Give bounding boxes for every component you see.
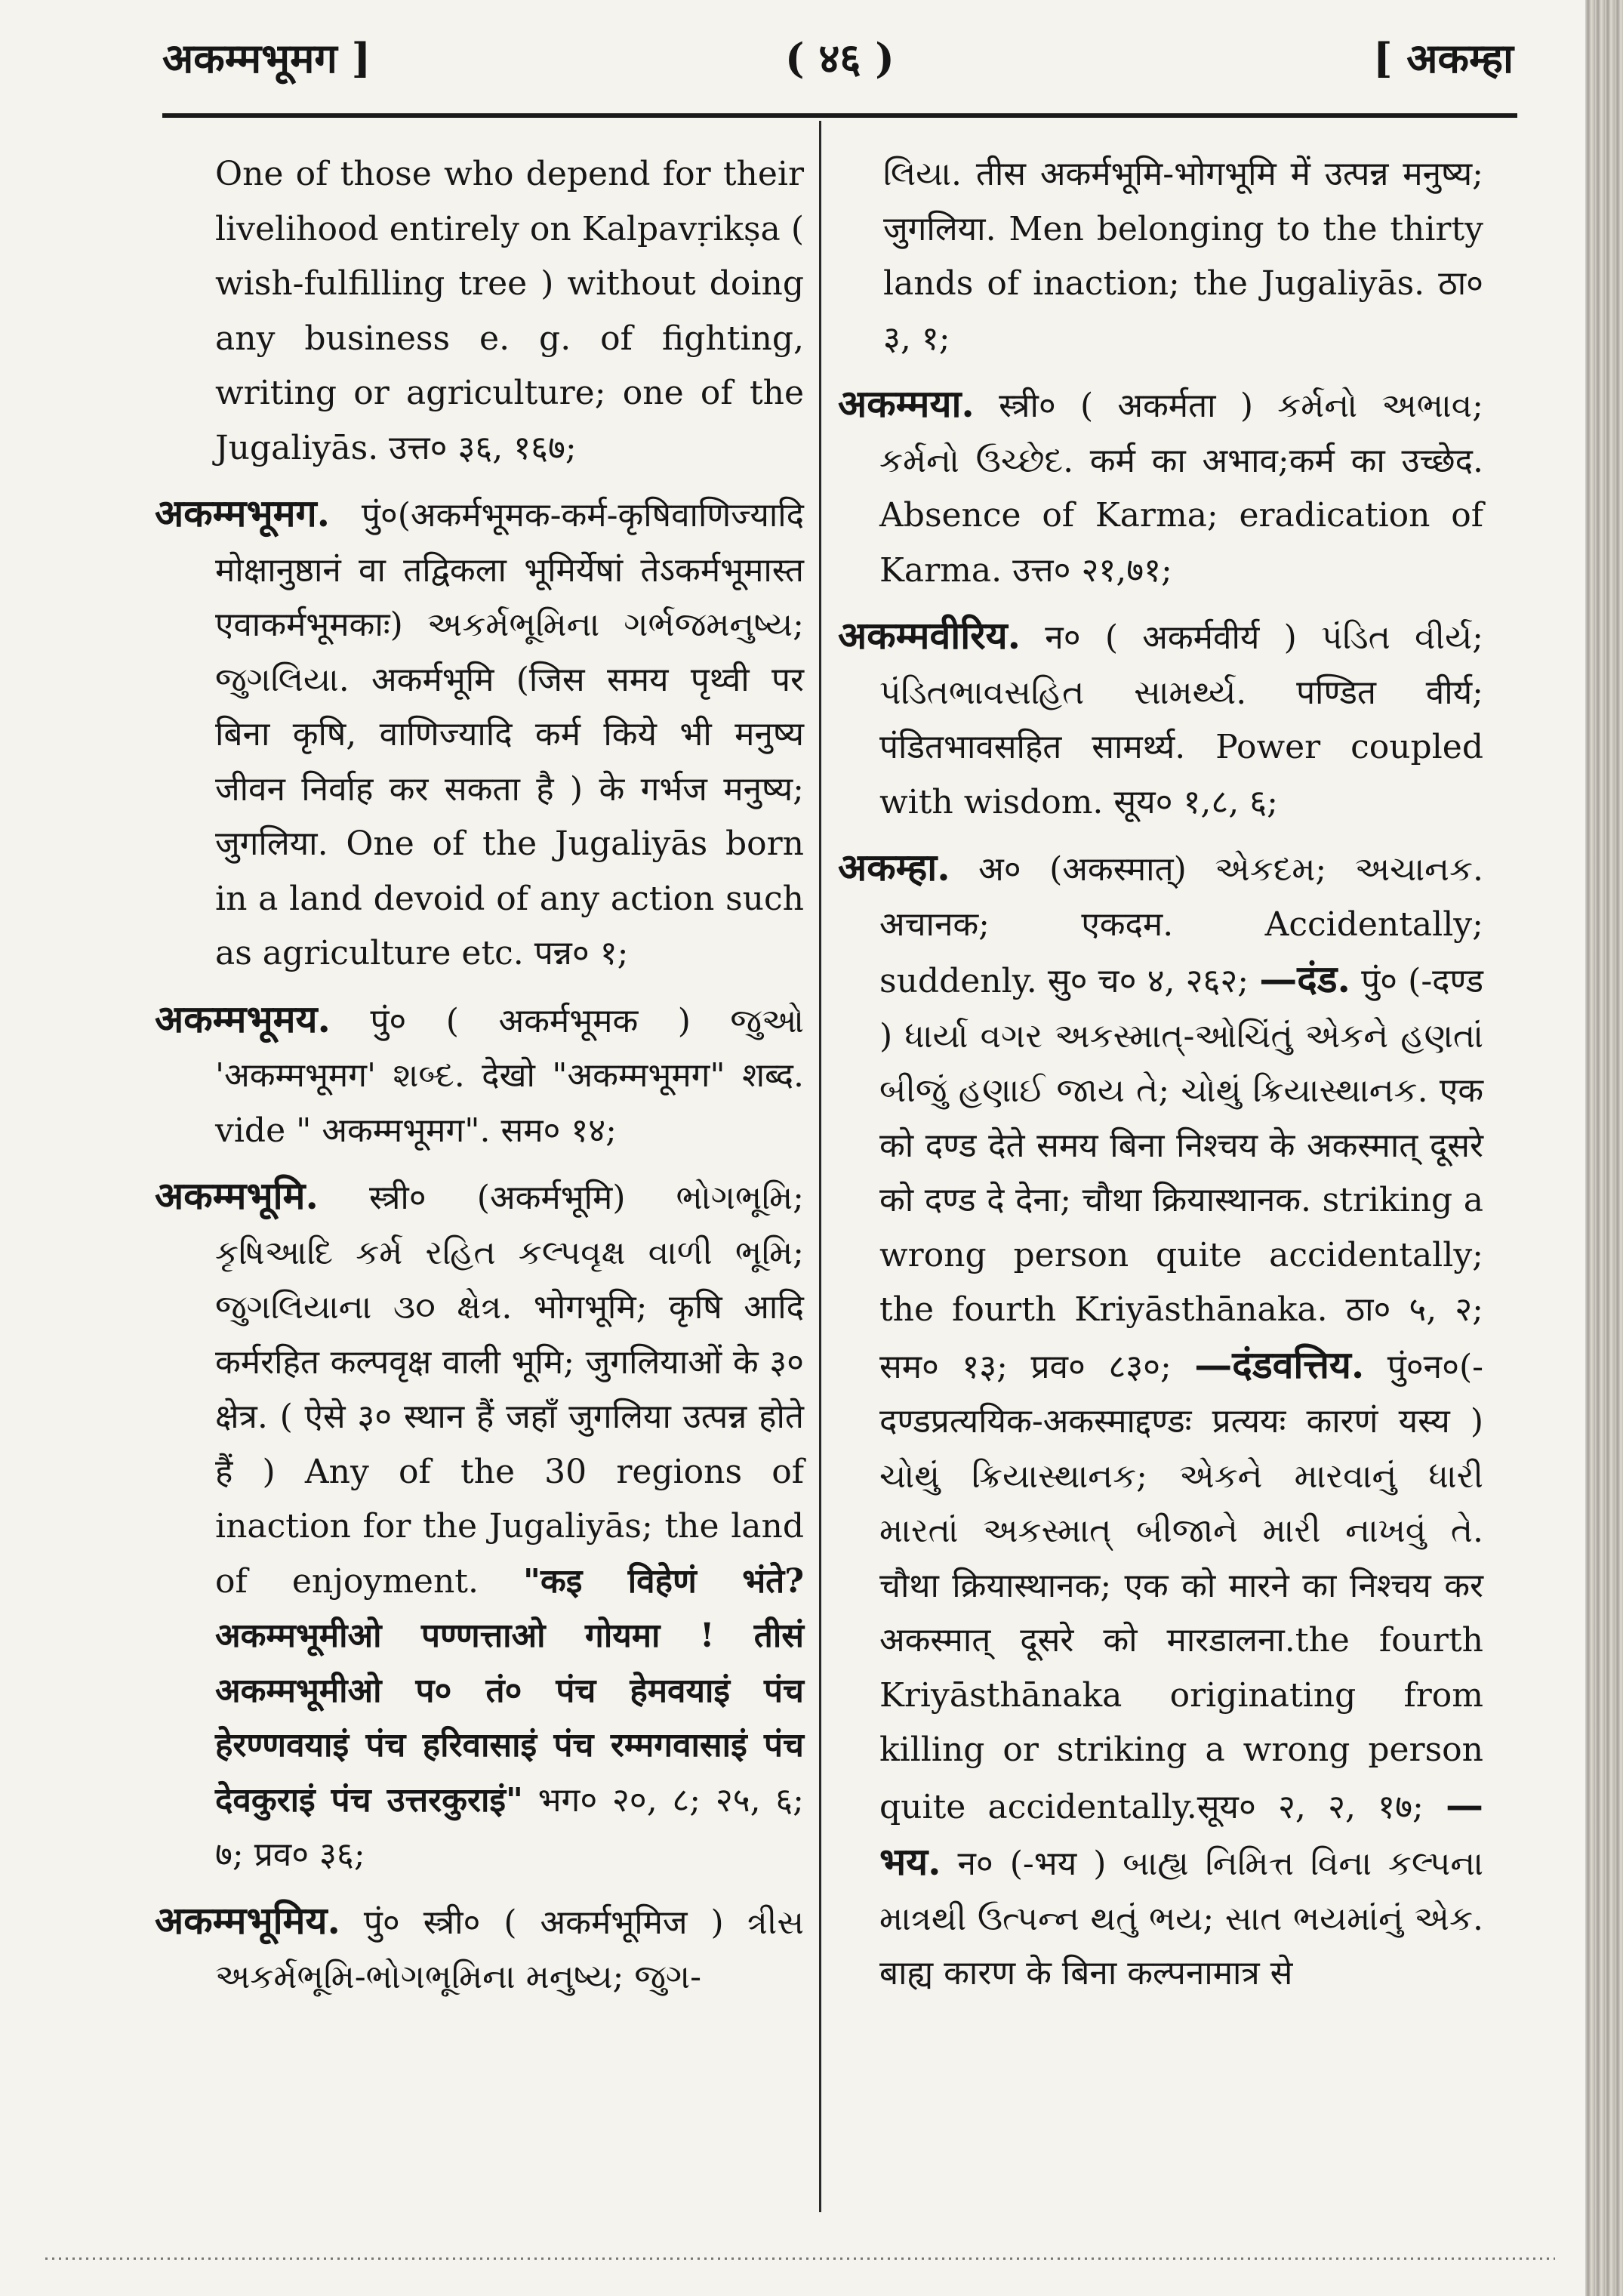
entry-headword: अकम्मवीरिय. xyxy=(838,613,1021,658)
entry-headword: अकम्मभूमय. xyxy=(155,996,331,1041)
entry-body: स्त्री० (अकर्मभूमि) ભોગભૂમિ; કૃષિઆદિ કર્મ રહિત કલ્પવૃક્ષ વાળી ભૂમિ; જુગલિયાના ૩૦ ક્ષેત્ર. भोगभूमि; कृषि आदि कर्मरहित कल्पवृक्ष वाली भूमि; जुगलियाओं के ३० क्षेत्र. ( ऐसे ३० स्थान हैं जहाँ जुगलिया उत्पन्न होते हैं ) Any of the 30 regions of inaction for the Jugaliyās; the land of enjoyment. xyxy=(215,1179,804,1601)
entry-akammabhumaya xyxy=(155,992,804,1159)
entry-headword: अकम्मभूमि. xyxy=(155,1173,319,1218)
entry-body: न० ( अकर्मवीर्य ) પંડિત વીર્ય; પંડિતભાવસહિત સામર્થ્ય. पण्डित वीर्य; पंडितभावसहित सामर्थ्य. Power coupled with wisdom. सूय० १,८, ६; xyxy=(879,618,1483,821)
entry-akammabhumi xyxy=(155,1169,804,1883)
entry-body: पुं०(अकर्मभूमक-कर्म-कृषिवाणिज्यादि मोक्षानुष्ठानं वा तद्विकला भूमिर्येषां तेऽकर्मभूमास्त एवाकर्मभूमकाः) અકર્મભૂમિના ગર્ભજમનુષ્ય; જુગલિયા. अकर्मभूमि (जिस समय पृथ्वी पर बिना कृषि, वाणिज्यादि कर्म किये भी मनुष्य जीवन निर्वाह कर सकता है ) के गर्भज मनुष्य; जुगलिया. One of the Jugaliyās born in a land devoid of any action such as agriculture etc. पन्न० १; xyxy=(215,496,804,972)
subentry-headword: —भय. xyxy=(879,1782,1483,1884)
left-column xyxy=(155,147,804,2016)
subentry-body: न० (-भय ) બાહ્ય નિમિત્ત વિના કલ્પના માત્રથી ઉત્પન્ન થતું ભય; સાત ભયમાંનું એક. बाह्य कारण के बिना कल्पनामात्र से xyxy=(879,1845,1483,1992)
entry-body: पुं० ( अकर्मभूमक ) જુઓ 'अकम्मभूमग' શબ્દ. देखो "अकम्मभूमग" शब्द. vide " अकम्मभूमग". सम० १४; xyxy=(215,1001,804,1150)
left-continuation: One of those who depend for their livelihood entirely on Kalpavṛikṣa ( wish-fulfilling tree ) without doing any business e. g. of fighting, writing or agriculture; one of the Jugaliyās. उत्त० ३६, १६७; xyxy=(215,155,804,467)
entry-akammabhumiya xyxy=(155,1894,804,2005)
entry-body: अ० (अकस्मात्) એકદમ; અચાનક. अचानक; एकदम. Accidentally; suddenly. सु० च० ४, २६२; xyxy=(879,850,1483,1000)
entry-headword: अकम्मभूमिय. xyxy=(155,1897,340,1943)
entry-body: स्त्री० ( अकर्मता ) કર્મનો અભાવ; કર્મનો ઉચ્છેદ. कर्म का अभाव;कर्म का उच्छेद. Absence of Karma; eradication of Karma. उत्त० २१,७१; xyxy=(879,387,1483,590)
entry-references: भग० २०, ८; २५, ६; ७; प्रव० ३६; xyxy=(215,1780,804,1874)
subentry-body: पुं०न०(-दण्डप्रत्ययिक-अकस्माद्दण्डः प्रत्ययः कारणं यस्य ) ચોથું ક્રિયાસ્થાનક; એકને મારવાનું ધારી મારતાં અકસ્માત્ બીજાને મારી નાખવું તે. चौथा क्रियास्थानक; एक को मारने का निश्चय कर अकस्मात् दूसरे को मारडालना.the fourth Kriyāsthānaka originating from killing or striking a wrong person quite accidentally.सूय० २, २, १७; xyxy=(879,1347,1483,1826)
entry-body: पुं० स्त्री० ( अकर्मभूमिज ) ત્રીસ અકર્મભૂમિ-ભોગભૂમિના મનુષ્ય; જુગ- xyxy=(215,1903,804,1996)
right-column xyxy=(838,147,1483,2012)
left-running-headword: अकम्मभूमग ] xyxy=(162,34,371,82)
entry-akammabhumaga xyxy=(155,486,804,982)
entry-akammaviriya xyxy=(838,609,1483,830)
header-rule xyxy=(162,113,1517,118)
right-continuation: લિયા. तीस अकर्मभूमि-भोगभूमि में उत्पन्न मनुष्य; जुगलिया. Men belonging to the thirty lands of inaction; the Jugaliyās. ठा० ३, १; xyxy=(883,155,1483,358)
column-divider xyxy=(819,121,821,2212)
entry-quotation: "कइ विहेणं भंते? अकम्मभूमीओ पण्णत्ताओ गोयमा ! तीसं अकम्मभूमीओ प० तं० पंच हेमवयाइं पंच हेरण्णवयाइं पंच हरिवासाइं पंच रम्मगवासाइं पंच देवकुराइं पंच उत्तरकुराइं" xyxy=(215,1561,804,1820)
subentry-body: पुं० (-दण्ड ) ધાર્યા વગર અકસ્માત્-ઓચિંતું એકને હણતાં બીજું હણાઈ જાય તે; ચોથું ક્રિયાસ્થાનક. एक को दण्ड देते समय बिना निश्चय के अकस्मात् दूसरे को दण्ड दे देना; चौथा क्रियास्थानक. striking a wrong person quite accidentally; the fourth Kriyāsthānaka. ठा० ५, २; सम० १३; प्रव० ८३०; xyxy=(879,962,1483,1386)
subentry-headword: —दंड. xyxy=(1259,957,1350,1001)
entry-akamha xyxy=(838,840,1483,2002)
scan-bottom-edge xyxy=(45,2257,1555,2260)
entry-akammaya xyxy=(838,377,1483,598)
subentry-headword: —दंडवत्तिय. xyxy=(1194,1342,1365,1387)
entry-headword: अकम्मभूमग. xyxy=(155,491,331,535)
page-header xyxy=(162,29,1514,97)
entry-headword: अकम्मया. xyxy=(838,381,975,426)
right-running-headword: [ अकम्हा xyxy=(1372,34,1514,82)
scan-edge xyxy=(1585,0,1623,2296)
entry-headword: अकम्हा. xyxy=(838,845,950,889)
page-number: ( ४६ ) xyxy=(785,34,895,82)
